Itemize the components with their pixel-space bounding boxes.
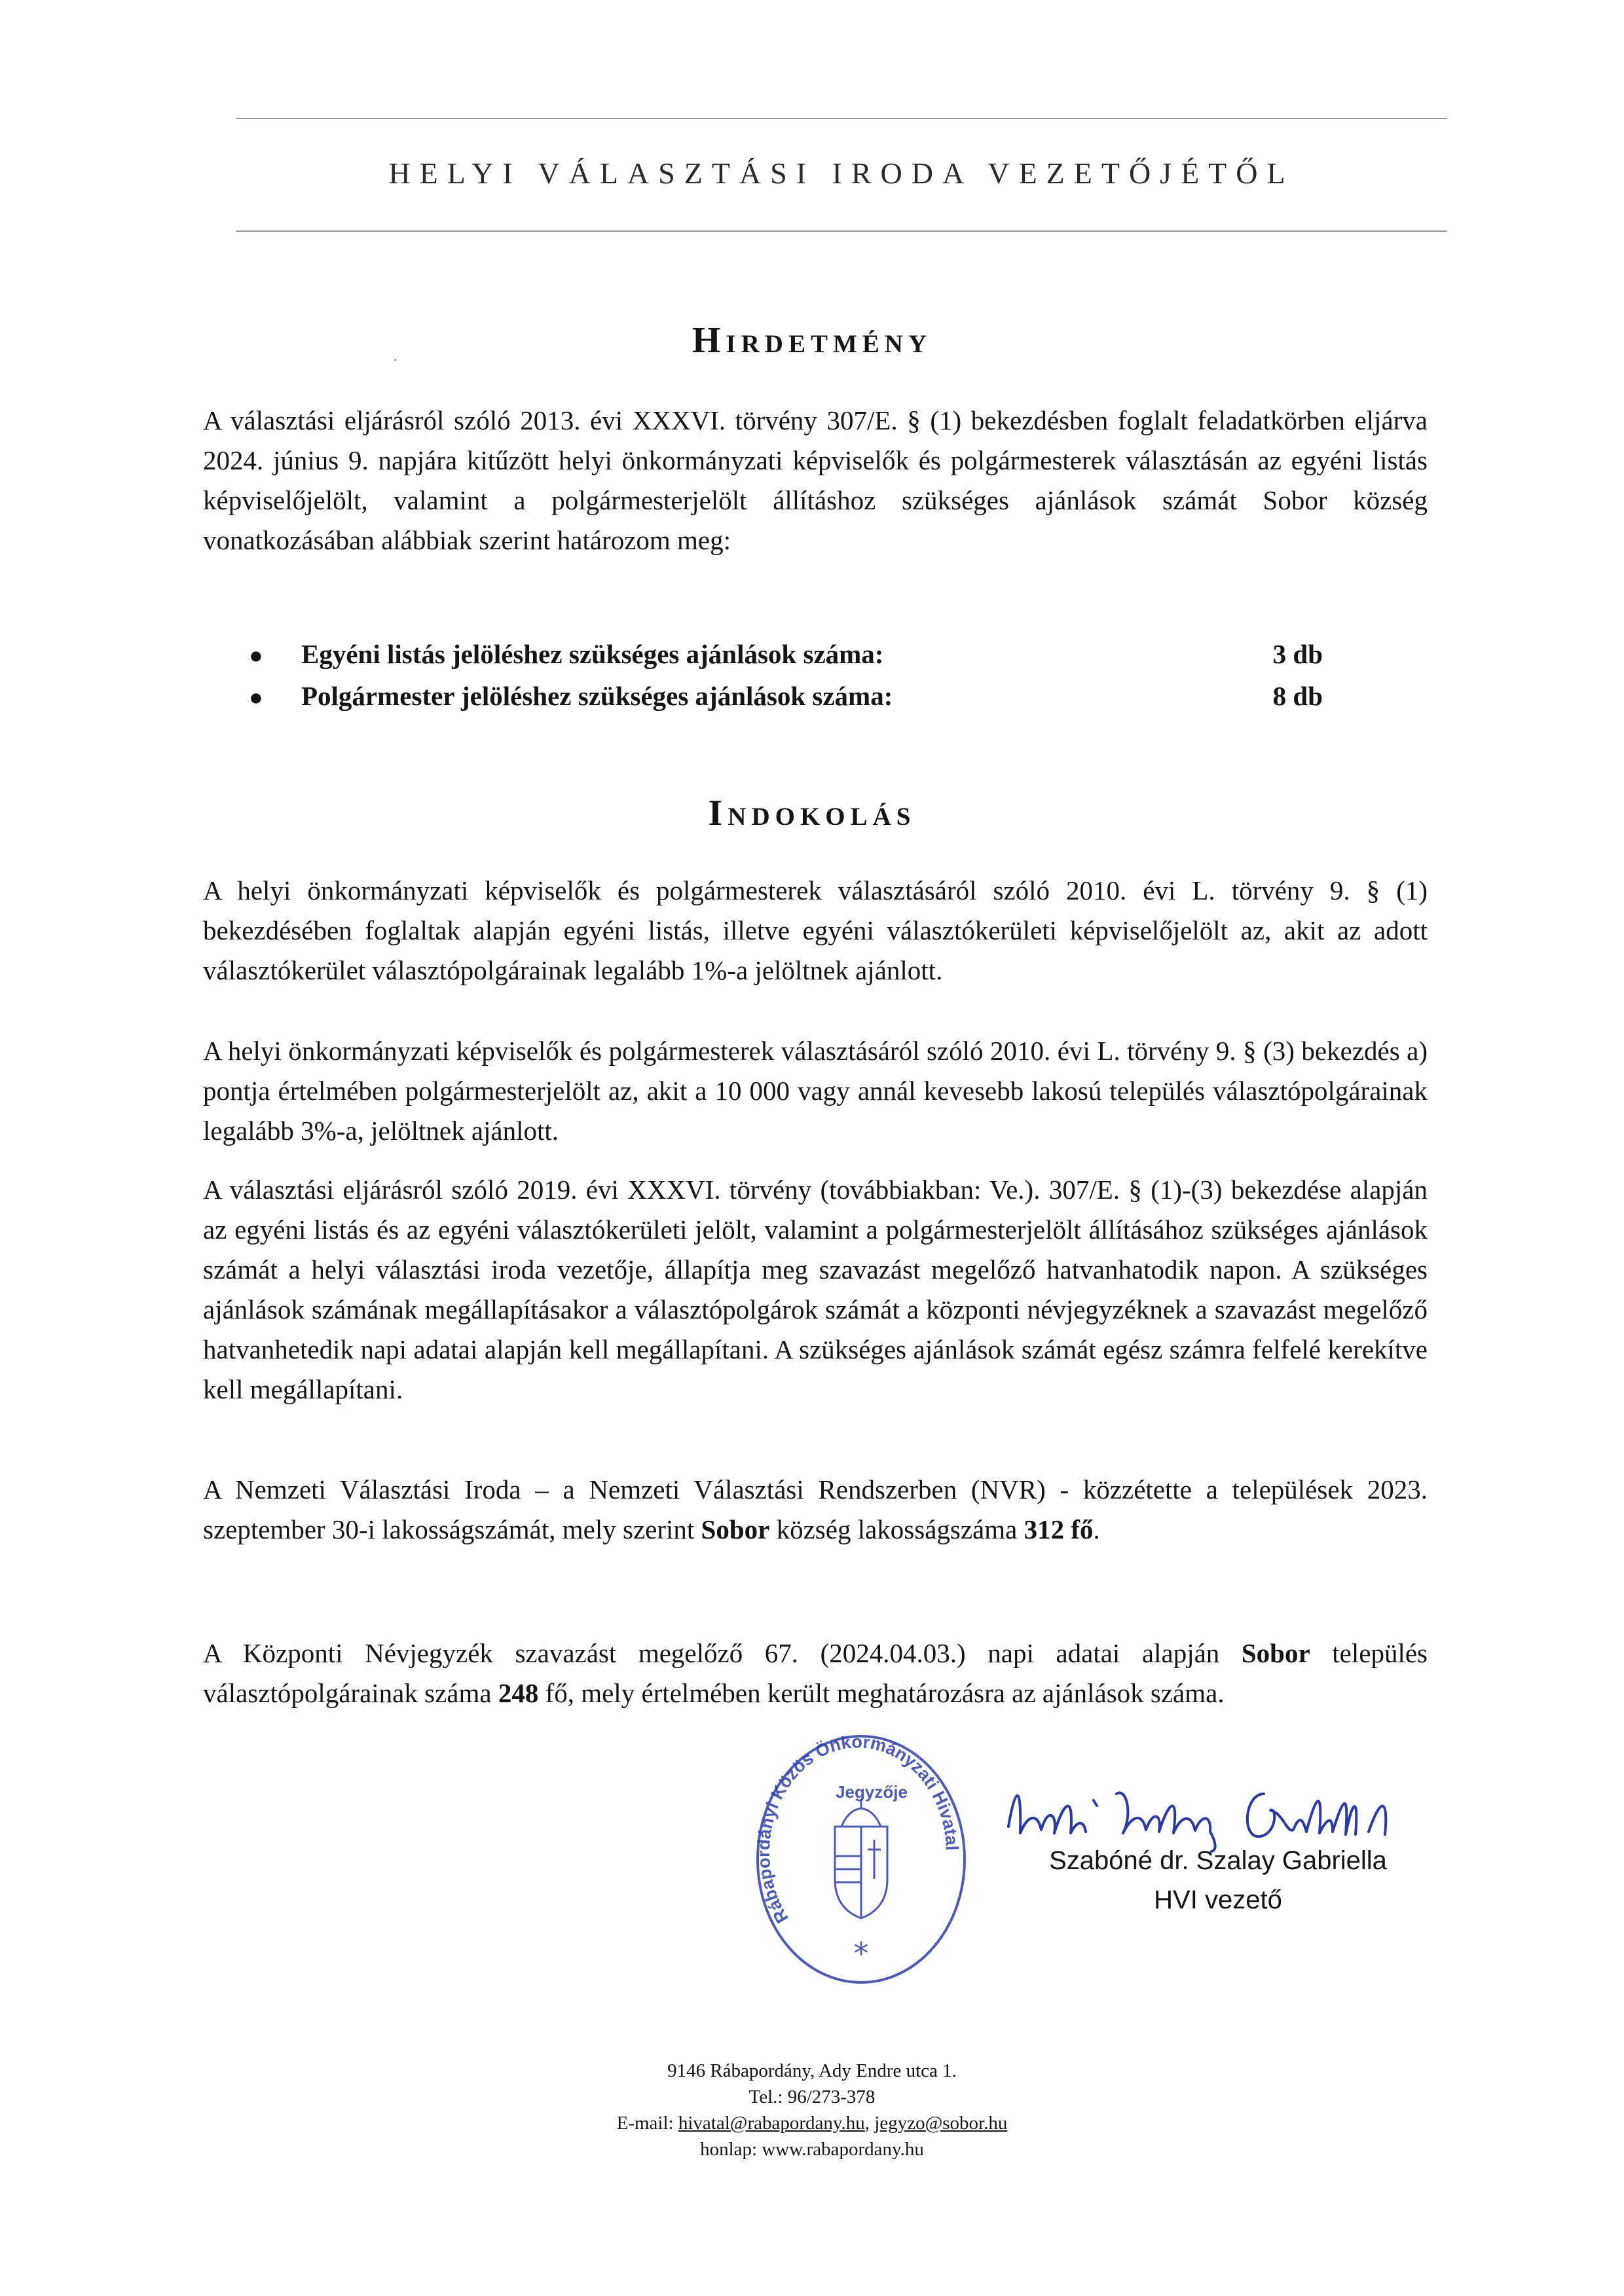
signer-name: Szabóné dr. Szalay Gabriella [1049, 1846, 1387, 1875]
requirements-list [249, 634, 1323, 718]
signer-role: HVI vezető [1154, 1886, 1282, 1914]
notice-body-text: A választási eljárásról szóló 2013. évi XXXVI. törvény 307/E. § (1) bekezdésben foglalt feladatkörben eljárva 2024. június 9. napjára kitűzött helyi önkormányzati képviselők és polgármesterek választásán az egyéni listás képviselőjelölt, valamint a polgármesterjelölt állításhoz szükséges ajánlások számát Sobor község vonatkozásában alábbiak szerint határozom meg: [203, 405, 1428, 555]
footer-website: honlap: www.rabapordany.hu [700, 2139, 924, 2160]
item-value: 8 db [1272, 681, 1323, 711]
list-item [249, 634, 1323, 676]
p4-text-c: község lakosságszáma [769, 1514, 1024, 1544]
reasoning-paragraph-1: A helyi önkormányzati képviselők és polgármesterek választásáról szóló 2010. évi L. törvény 9. § (1) bekezdésében foglaltak alapján egyéni listás, illetve egyéni választókerületi képviselőjelölt az, akit az adott választókerület választópolgárainak legalább 1%-a jelöltnek ajánlott. [203, 875, 1428, 985]
scan-speck: · [393, 352, 398, 368]
office-header: HELYI VÁLASZTÁSI IRODA VEZETŐJÉTŐL [388, 156, 1295, 190]
footer-phone: Tel.: 96/273-378 [748, 2086, 876, 2107]
reasoning-paragraph-4 [203, 1470, 1428, 1550]
official-stamp [750, 1728, 972, 1990]
p4-text-e: . [1093, 1514, 1100, 1544]
list-item [249, 676, 1323, 718]
item-label: Polgármester jelöléshez szükséges ajánlások száma: [301, 681, 893, 711]
footer-address: 9146 Rábapordány, Ady Endre utca 1. [667, 2060, 957, 2081]
municipality-name: Sobor [701, 1514, 770, 1544]
bullet-icon: ● [249, 684, 263, 710]
footer-email-line: E-mail: hivatal@rabapordany.hu, jegyzo@sobor.hu [616, 2113, 1008, 2134]
reasoning-paragraph-3: A választási eljárásról szóló 2019. évi XXXVI. törvény (továbbiakban: Ve.). 307/E. § (1)-(3) bekezdése alapján az egyéni listás és az egyéni választókerületi jelölt, valamint a polgármesterjelölt állításához szükséges ajánlások számát a helyi választási iroda vezetője, állapítja meg szavazást megelőző hatvanhatodik napon. A szükséges ajánlások számának megállapításakor a választópolgárok számát a központi névjegyzéknek a szavazást megelőző hatvanhetedik napi adatai alapján kell megállapítani. A szükséges ajánlások számát egész számra felfelé kerekítve kell megállapítani. [203, 1175, 1428, 1404]
svg-text:Jegyzője: Jegyzője [836, 1782, 908, 1802]
item-value: 3 db [1272, 639, 1323, 669]
population-value: 312 fő [1024, 1514, 1094, 1544]
reasoning-paragraph-5 [203, 1633, 1428, 1713]
email-link-notary[interactable]: jegyzo@sobor.hu [874, 2113, 1008, 2134]
footer-contact [0, 2058, 1624, 2162]
email-label: E-mail: [616, 2113, 678, 2134]
notice-title: Hirdetmény [692, 320, 932, 361]
header-bottom-rule [236, 230, 1447, 232]
handwritten-signature [1002, 1774, 1473, 1853]
svg-text:*: * [853, 1936, 869, 1971]
p4-text-a: A Nemzeti Választási Iroda – a Nemzeti Választási Rendszerben (NVR) - közzétette a települések 2023. szeptember 30-i lakosságszámát, mely szerint [203, 1474, 1428, 1544]
item-label: Egyéni listás jelöléshez szükséges ajánlások száma: [301, 639, 884, 669]
email-link-office[interactable]: hivatal@rabapordany.hu [678, 2113, 865, 2134]
bullet-icon: ● [249, 642, 263, 668]
p5-text-a: A Központi Névjegyzék szavazást megelőző 67. (2024.04.03.) napi adatai alapján [203, 1638, 1242, 1668]
header-top-rule [236, 118, 1447, 119]
municipality-name: Sobor [1241, 1638, 1310, 1668]
p5-text-c: település választópolgárainak száma [203, 1638, 1428, 1708]
voter-count-value: 248 [498, 1678, 539, 1708]
p5-text-e: fő, mely értelmében került meghatározásra az ajánlások száma. [538, 1678, 1225, 1708]
coat-of-arms-icon [835, 1799, 887, 1918]
reasoning-title: Indokolás [708, 793, 916, 833]
notice-body [203, 401, 1428, 560]
svg-text:Rábapordányi Közös Önkormányza: Rábapordányi Közös Önkormányzati Hivatal [753, 1732, 963, 1927]
reasoning-paragraph-2: A helyi önkormányzati képviselők és polgármesterek választásáról szóló 2010. évi L. törvény 9. § (3) bekezdés a) pontja értelmében polgármesterjelölt az, akit a 10 000 vagy annál kevesebb lakosú település választópolgárainak legalább 3%-a, jelöltnek ajánlott. [203, 1036, 1428, 1146]
